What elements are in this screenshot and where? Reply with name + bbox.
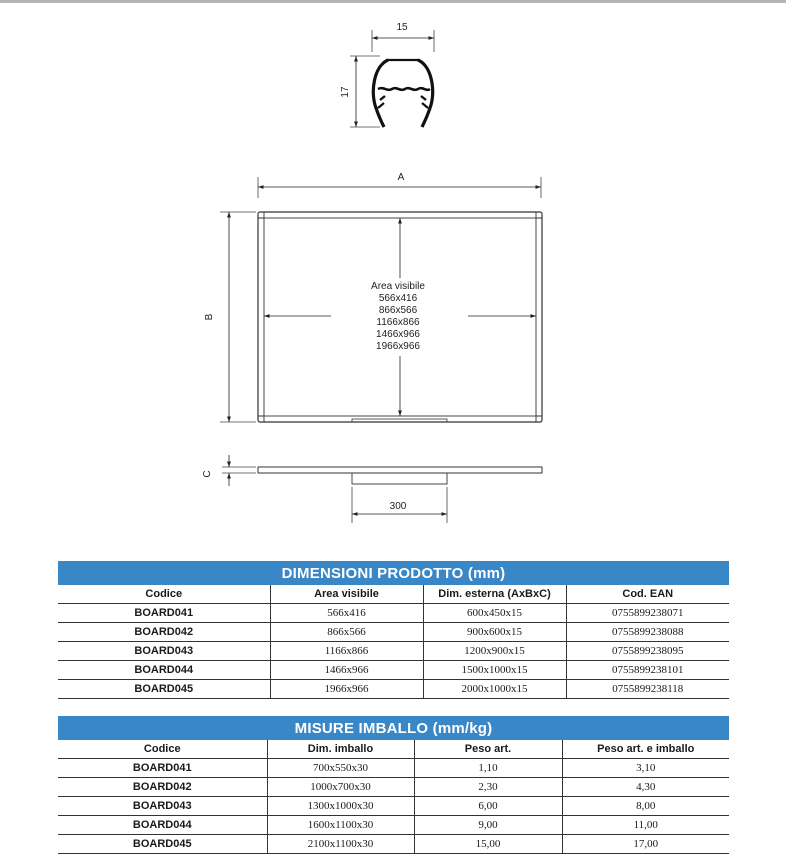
packaging-table [58,716,729,854]
table-row [58,835,729,854]
table-row [58,797,729,816]
cell-peso-art-imballo: 17,00 [562,835,729,854]
header-dim-imballo: Dim. imballo [267,740,414,759]
cell-codice: BOARD042 [58,778,267,797]
cell-codice: BOARD042 [58,623,270,642]
cell-dim-esterna: 1500x1000x15 [423,661,566,680]
header-dim-esterna: Dim. esterna (AxBxC) [423,585,566,604]
cell-cod-ean: 0755899238101 [566,661,729,680]
packaging-title: MISURE IMBALLO (mm/kg) [58,716,729,740]
cell-dim-imballo: 1000x700x30 [267,778,414,797]
cell-codice: BOARD043 [58,642,270,661]
cell-area-visibile: 1466x966 [270,661,423,680]
cell-peso-art: 15,00 [414,835,562,854]
tray-side [352,473,447,484]
table-row [58,759,729,778]
cell-codice: BOARD045 [58,680,270,699]
profile-section [340,22,434,127]
cell-codice: BOARD044 [58,816,267,835]
cell-cod-ean: 0755899238071 [566,604,729,623]
profile-web [378,88,430,90]
cell-peso-art-imballo: 11,00 [562,816,729,835]
table-row [58,816,729,835]
header-codice: Codice [58,585,270,604]
area-size-4: 1466x966 [376,329,420,340]
product-dimensions-table [58,561,729,699]
board-front-view [204,172,542,422]
cell-cod-ean: 0755899238088 [566,623,729,642]
profile-width-label: 15 [396,22,408,33]
header-codice: Codice [58,740,267,759]
cell-cod-ean: 0755899238118 [566,680,729,699]
cell-peso-art: 1,10 [414,759,562,778]
cell-dim-esterna: 1200x900x15 [423,642,566,661]
area-size-2: 866x566 [378,305,418,316]
area-size-1: 566x416 [378,293,418,304]
tray-width-label: 300 [389,501,407,512]
cell-peso-art: 6,00 [414,797,562,816]
area-size-5: 1966x966 [376,341,420,352]
cell-dim-esterna: 2000x1000x15 [423,680,566,699]
cell-dim-imballo: 1300x1000x30 [267,797,414,816]
cell-codice: BOARD045 [58,835,267,854]
table-row [58,778,729,797]
cell-peso-art-imballo: 3,10 [562,759,729,778]
product-dimensions-title: DIMENSIONI PRODOTTO (mm) [58,561,729,585]
area-visibile-title: Area visibile [371,281,425,292]
label-a: A [397,172,405,183]
cell-cod-ean: 0755899238095 [566,642,729,661]
cell-area-visibile: 1966x966 [270,680,423,699]
cell-peso-art: 9,00 [414,816,562,835]
header-peso-art-imballo: Peso art. e imballo [562,740,729,759]
cell-area-visibile: 1166x866 [270,642,423,661]
cell-dim-esterna: 900x600x15 [423,623,566,642]
cell-peso-art: 2,30 [414,778,562,797]
cell-dim-esterna: 600x450x15 [423,604,566,623]
cell-area-visibile: 866x566 [270,623,423,642]
header-cod-ean: Cod. EAN [566,585,729,604]
label-b: B [204,313,215,321]
cell-codice: BOARD043 [58,797,267,816]
cell-peso-art-imballo: 4,30 [562,778,729,797]
label-c: C [202,470,213,478]
cell-area-visibile: 566x416 [270,604,423,623]
table-row [58,623,729,642]
table-row [58,680,729,699]
table-row [58,661,729,680]
profile-right-wall [418,60,433,127]
board-side-view [202,455,542,523]
table-row [58,642,729,661]
cell-dim-imballo: 2100x1100x30 [267,835,414,854]
cell-dim-imballo: 700x550x30 [267,759,414,778]
cell-codice: BOARD041 [58,759,267,778]
cell-peso-art-imballo: 8,00 [562,797,729,816]
table-header-row [58,740,729,759]
header-peso-art: Peso art. [414,740,562,759]
table-header-row [58,585,729,604]
profile-left-wall [373,60,388,127]
profile-height-label: 17 [340,86,351,98]
table-row [58,604,729,623]
cell-codice: BOARD041 [58,604,270,623]
cell-dim-imballo: 1600x1100x30 [267,816,414,835]
board-thickness [258,467,542,473]
cell-codice: BOARD044 [58,661,270,680]
area-size-3: 1166x866 [376,317,420,328]
header-area-visibile: Area visibile [270,585,423,604]
